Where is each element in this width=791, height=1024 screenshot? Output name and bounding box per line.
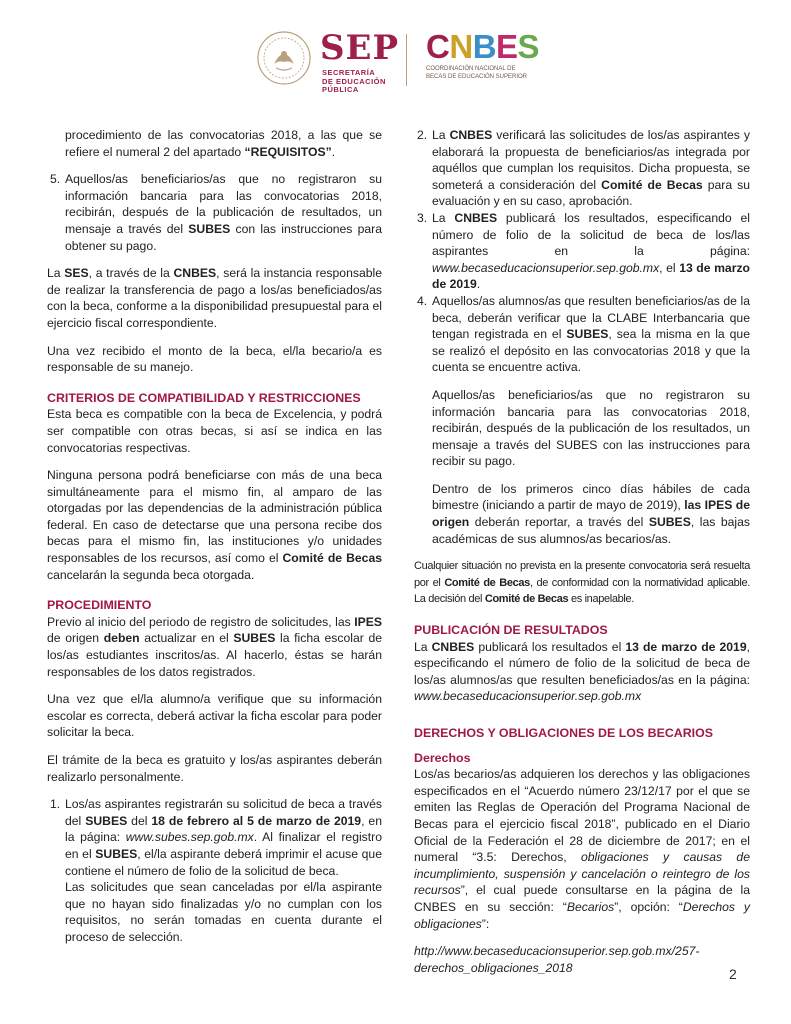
subheading-derechos: Derechos (414, 750, 471, 765)
logo-divider (406, 34, 407, 86)
list-item-4: 4. Aquellos/as alumnos/as que resulten beneficiarios/as de la beca, deberán verificar que la CLABE Interbancaria que tengan registrada en el SUBES, sea la misma en la que se realizó el depósito en las convocatorias 2018 y que la cuenta se encuentre activa. (417, 293, 750, 375)
sep-logo: SEP (320, 28, 400, 68)
page-number: 2 (729, 966, 737, 982)
paragraph-solicitudes-canceladas: Las solicitudes que sean canceladas por el/la aspirante que no hayan sido finalizadas y/o no cumplan con los requisitos, no serán tomadas en cuenta durante el proceso de selección. (65, 880, 382, 944)
paragraph-compatibilidad: Esta beca es compatible con la beca de Excelencia, y podrá ser compatible con otras becas, si así se indica en las convocatorias respectivas. (47, 407, 382, 455)
paragraph-aquellos: Aquellos/as beneficiarios/as que no registraron su información bancaria para las convocatorias 2018, recibirán, después de la publicación de los resultados, un mensaje a través del SUBES con las instrucciones para recibir su pago. (432, 387, 750, 469)
list-items-2-4 (414, 127, 750, 376)
heading-criterios: CRITERIOS DE COMPATIBILIDAD Y RESTRICCIONES (47, 390, 361, 405)
heading-procedimiento: PROCEDIMIENTO (47, 598, 152, 613)
list-item-3: 3. La CNBES publicará los resultados, especificando el número de folio de la solicitud de beca de los/las aspirantes en la página: www.becaseducacionsuperior.sep.gob.mx, el 13 de marzo de 2019. (417, 210, 750, 292)
list-item-2: 2. La CNBES verificará las solicitudes de los/as aspirantes y elaborará la propuesta de beneficiarios/as integrada por aquéllos que cumplan los requisitos. Dicha propuesta, se someterá a consideración del Comité de Becas para su evaluación y en su caso, aprobación. (417, 128, 750, 209)
paragraph-tramite: El trámite de la beca es gratuito y los/as aspirantes deberán realizarlo personalmente. (47, 753, 382, 784)
list-item-1: 1. Los/as aspirantes registrarán su solicitud de beca a través del SUBES del 18 de febrero al 5 de marzo de 2019, en la página: www.subes.sep.gob.mx. Al finalizar el registro en el SUBES, el/la aspirante deberá imprimir el acuse que contiene el número de folio de la solicitud de beca. (50, 797, 382, 878)
paragraph-monto: Una vez recibido el monto de la beca, el/la becario/a es responsable de su manejo. (47, 343, 382, 375)
sep-logo-subtitle: SECRETARÍA DE EDUCACIÓN PÚBLICA (322, 68, 386, 94)
heading-publicacion: PUBLICACIÓN DE RESULTADOS (414, 623, 608, 638)
cnbes-logo: CNBES (426, 28, 540, 65)
paragraph-derechos: Los/as becarios/as adquieren los derechos y las obligaciones especificados en el “Acuerdo número 23/12/17 por el que se emiten las Reglas de Operación del Programa Nacional de Becas para el ejercicio fiscal 2018”, publicado en el Diario Oficial de la Federación el 28 de diciembre de 2017; en el numeral “3.5: Derechos, obligaciones y causas de incumplimiento, suspensión y cancelación o reintegro de los recursos”, el cual puede consultarse en la página de la CNBES en su sección: “Becarios”, opción: “Derechos y obligaciones”: (414, 767, 751, 931)
page-header (0, 26, 791, 106)
paragraph-ses: La SES, a través de la CNBES, será la instancia responsable de realizar la transferencia de pago a los/as beneficiados/as con la beca, conforme a la disponibilidad presupuestal para el ejercicio fiscal correspondiente. (47, 266, 382, 330)
mexico-seal-icon (256, 30, 312, 86)
cnbes-logo-subtitle: COORDINACIÓN NACIONAL DE BECAS DE EDUCACIÓN SUPERIOR (426, 66, 528, 80)
paragraph-ninguna: Ninguna persona podrá beneficiarse con más de una beca simultáneamente para el mismo fin, al amparo de las otorgadas por las dependencias de la administración pública federal. En caso de detectarse que una persona recibe dos becas para el mismo fin, las instituciones y/o unidades responsables de los recursos, así como el Comité de Becas cancelarán la segunda beca otorgada. (47, 468, 382, 582)
right-column (414, 127, 750, 987)
derechos-link[interactable]: http://www.becaseducacionsuperior.sep.gob.mx/257-derechos_obligaciones_2018 (414, 944, 700, 975)
left-column (47, 127, 382, 957)
heading-derechos-obligaciones: DERECHOS Y OBLIGACIONES DE LOS BECARIOS (414, 726, 714, 740)
paragraph-dentro: Dentro de los primeros cinco días hábiles de cada bimestre (iniciando a partir de mayo de 2019), las IPES de origen deberán reportar, a través del SUBES, las bajas académicas de sus alumnos/as becarios/as. (432, 481, 751, 546)
paragraph-cualquier-situacion: Cualquier situación no prevista en la presente convocatoria será resuelta por el Comité de Becas, de conformidad con la normatividad aplicable. La decisión del Comité de Becas es inapelable. (414, 560, 750, 606)
paragraph-publicacion: La CNBES publicará los resultados el 13 de marzo de 2019, especificando el número de folio de la solicitud de beca de los/as alumnos/as que resulten beneficiados/as en la página: www.becaseducacionsuperior.sep.gob.mx (414, 639, 750, 704)
list-item-5: 5. Aquellos/as beneficiarios/as que no registraron su información bancaria para las convocatorias 2018, recibirán, después de la publicación de resultados, un mensaje a través del SUBES con las instrucciones para obtener su pago. (50, 172, 383, 253)
paragraph-previo: Previo al inicio del periodo de registro de solicitudes, las IPES de origen deben actualizar en el SUBES la ficha escolar de los/as estudiantes inscritos/as. Al hacerlo, éstas se harán responsables de los datos registrados. (47, 614, 382, 679)
paragraph-verifique: Una vez que el/la alumno/a verifique que su información escolar es correcta, deberá activar la ficha escolar para poder solicitar la beca. (47, 692, 382, 740)
paragraph-continuation: procedimiento de las convocatorias 2018, a las que se refiere el numeral 2 del apartado “REQUISITOS”. (65, 128, 382, 159)
